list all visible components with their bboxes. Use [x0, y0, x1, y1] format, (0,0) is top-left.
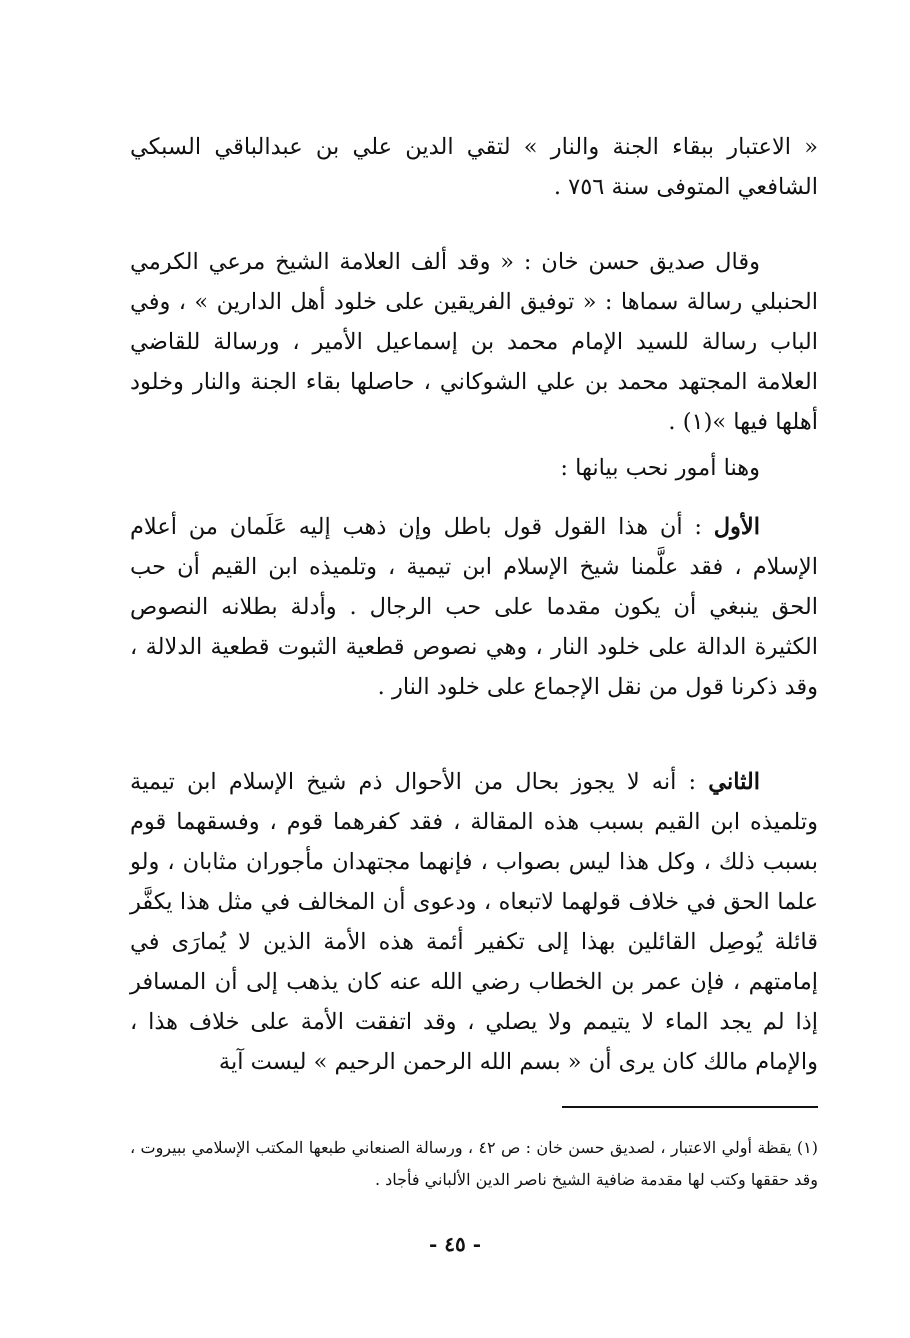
paragraph-first-point: [130, 507, 818, 707]
paragraph-3: [130, 448, 818, 488]
paragraph-2: [130, 242, 818, 442]
paragraph-3-text: وهنا أمور نحب بيانها :: [560, 455, 760, 481]
second-point-lead: الثاني: [708, 769, 760, 795]
paragraph-second-point: [130, 762, 818, 1082]
page-number: - ٤٥ -: [428, 1232, 481, 1256]
paragraph-2-text: وقال صديق حسن خان : « وقد ألف العلامة الشيخ مرعي الكرمي الحنبلي رسالة سماها : « توفيق الفريقين على خلود أهل الدارين » ، وفي الباب رسالة للسيد الإمام محمد بن إسماعيل الأمير ، ورسالة للقاضي العلامة المجتهد محمد بن علي الشوكاني ، حاصلها بقاء الجنة والنار وخلود أهلها فيها »(١) .: [130, 249, 818, 435]
footnote: (١) يقظة أولي الاعتبار ، لصديق حسن خان : ص ٤٢ ، ورسالة الصنعاني طبعها المكتب الإسلامي ببيروت ، وقد حققها وكتب لها مقدمة ضافية الشيخ ناصر الدين الألباني فأجاد .: [130, 1138, 819, 1189]
first-point-lead: الأول: [713, 514, 760, 540]
paragraph-1-text: « الاعتبار ببقاء الجنة والنار » لتقي الدين علي بن عبدالباقي السبكي الشافعي المتوفى سنة ٧٥٦ .: [130, 134, 818, 200]
first-point-text: : أن هذا القول قول باطل وإن ذهب إليه عَلَمان من أعلام الإسلام ، فقد علَّمنا شيخ الإسلام ابن تيمية ، وتلميذه ابن القيم أن حب الحق ينبغي أن يكون مقدما على حب الرجال . وأدلة بطلانه النصوص الكثيرة الدالة على خلود النار ، وهي نصوص قطعية الثبوت قطعية الدلالة ، وقد ذكرنا قول من نقل الإجماع على خلود النار .: [130, 514, 818, 700]
second-point-text: : أنه لا يجوز بحال من الأحوال ذم شيخ الإسلام ابن تيمية وتلميذه ابن القيم بسبب هذه المقالة ، فقد كفرهما قوم ، وفسقهما قوم بسبب ذلك ، وكل هذا ليس بصواب ، فإنهما مجتهدان مأجوران مثابان ، ولو علما الحق في خلاف قولهما لاتبعاه ، ودعوى أن المخالف في مثل هذا يكفَّر قائلة يُوصِل القائلين بهذا إلى تكفير أئمة هذه الأمة الذين لا يُمارَى في إمامتهم ، فإن عمر بن الخطاب رضي الله عنه كان يذهب إلى أن المسافر إذا لم يجد الماء لا يتيمم ولا يصلي ، وقد اتفقت الأمة على خلاف هذا ، والإمام مالك كان يرى أن « بسم الله الرحمن الرحيم » ليست آية: [130, 769, 818, 1075]
footnote-divider: [562, 1106, 818, 1108]
paragraph-1: [130, 127, 818, 207]
